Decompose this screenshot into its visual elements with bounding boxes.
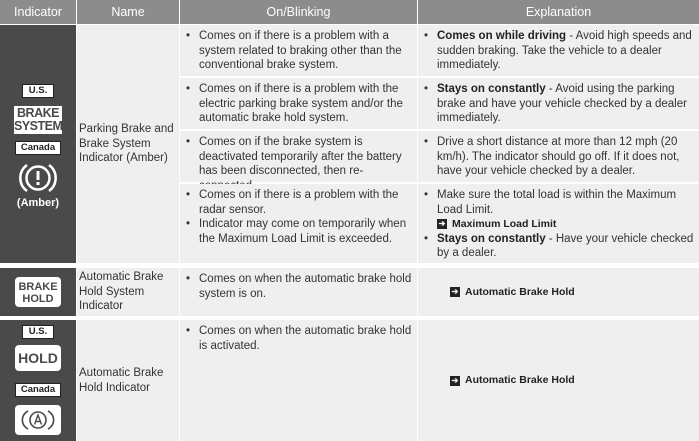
bullet-icon: • [424,30,429,42]
bullet-icon: • [186,273,191,285]
list-item: • Stays on constantly - Have your vehicle checked by a dealer. [424,232,694,259]
bullet-icon: • [424,136,429,148]
brake-hold-icon-line2: HOLD [22,293,54,305]
on-cell-5 [180,268,417,316]
list-item: • Comes on when the automatic brake hold is activated. [186,325,412,352]
ref-maximum-load-limit[interactable]: ➔ Maximum Load Limit [438,218,557,230]
list-item: • Make sure the total load is within the Maximum Load Limit. [424,189,677,216]
brake-hold-icon-line1: BRAKE [18,281,58,293]
region-us-tag: U.S. [22,325,54,339]
on-cell-2 [180,78,417,129]
region-us-tag: U.S. [22,84,54,98]
list-item: • Drive a short distance at more than 12 mph (20 km/h). The indicator should go off. If it does not, have your vehicle checked by a dealer. [424,136,680,177]
exp-cell-5 [418,268,699,316]
exp-cell-4 [418,184,699,263]
on-cell-4 [180,184,417,263]
list-item: • Comes on while driving - Avoid high speeds and sudden braking. Take the vehicle to a dealer immediately. [424,30,692,71]
bullet-icon: • [424,232,429,245]
circle-exclamation-icon [18,160,58,196]
bullet-icon: • [186,136,191,148]
name-brake-system: Parking Brake and Brake System Indicator (Amber) [77,25,179,263]
region-canada-tag: Canada [15,141,61,155]
header-explanation: Explanation [418,0,699,24]
indicator-brake-hold [0,320,76,441]
ref-automatic-brake-hold[interactable]: ➔ Automatic Brake Hold [451,374,575,387]
list-item: • Stays on constantly - Avoid using the parking brake and have your vehicle checked by a dealer immediately. [424,83,687,124]
brake-hold-icon [15,277,61,307]
amber-label: (Amber) [16,197,60,209]
list-item: • Comes on if there is a problem with the electric parking brake system and/or the automatic brake hold system. [186,83,403,124]
bullet-icon: • [186,30,191,42]
exp-cell-6 [418,320,699,441]
bullet-icon: • [186,83,191,95]
circle-a-icon-svg [15,405,61,435]
exp-cell-3 [418,131,699,182]
bullet-icon: • [186,218,191,230]
bullet-icon: • [424,189,429,201]
circle-a-icon [15,405,61,435]
on-cell-1 [180,25,417,76]
indicator-brake-hold-system [0,268,76,316]
brake-system-icon-line2: SYSTEM [14,119,63,133]
list-item: • Comes on if there is a problem with a system related to braking other than the conventional brake system. [186,30,402,71]
on-cell-6 [180,320,417,441]
header-name: Name [77,0,179,24]
brake-system-icon [14,106,62,134]
ref-arrow-icon: ➔ [438,219,446,229]
bullet-icon: • [186,325,191,337]
region-canada-tag: Canada [15,383,61,397]
hold-icon: HOLD [15,345,61,371]
name-brake-hold: Automatic Brake Hold Indicator [77,320,179,441]
ref-arrow-icon: ➔ [451,287,459,296]
indicator-brake-system [0,25,76,263]
exp-cell-2 [418,78,699,129]
header-on-blinking: On/Blinking [180,0,417,24]
ref-arrow-icon: ➔ [451,375,459,385]
bullet-icon: • [186,189,191,201]
header-indicator: Indicator [0,0,76,24]
ref-automatic-brake-hold[interactable]: ➔ Automatic Brake Hold [451,285,575,298]
bullet-icon: • [424,83,429,95]
list-item: • Indicator may come on temporarily when the Maximum Load Limit is exceeded. [186,218,407,245]
brake-system-icon-line1: BRAKE [17,106,59,120]
name-brake-hold-system: Automatic Brake Hold System Indicator [77,268,179,316]
list-item: • Comes on when the automatic brake hold system is on. [186,273,412,300]
exp-cell-1 [418,25,699,76]
list-item: • Comes on if the brake system is deactivated temporarily after the battery has been disconnected, then re- [184,135,413,193]
list-item: • Comes on if there is a problem with the radar sensor. [186,189,399,216]
on-cell-3 [180,131,417,182]
